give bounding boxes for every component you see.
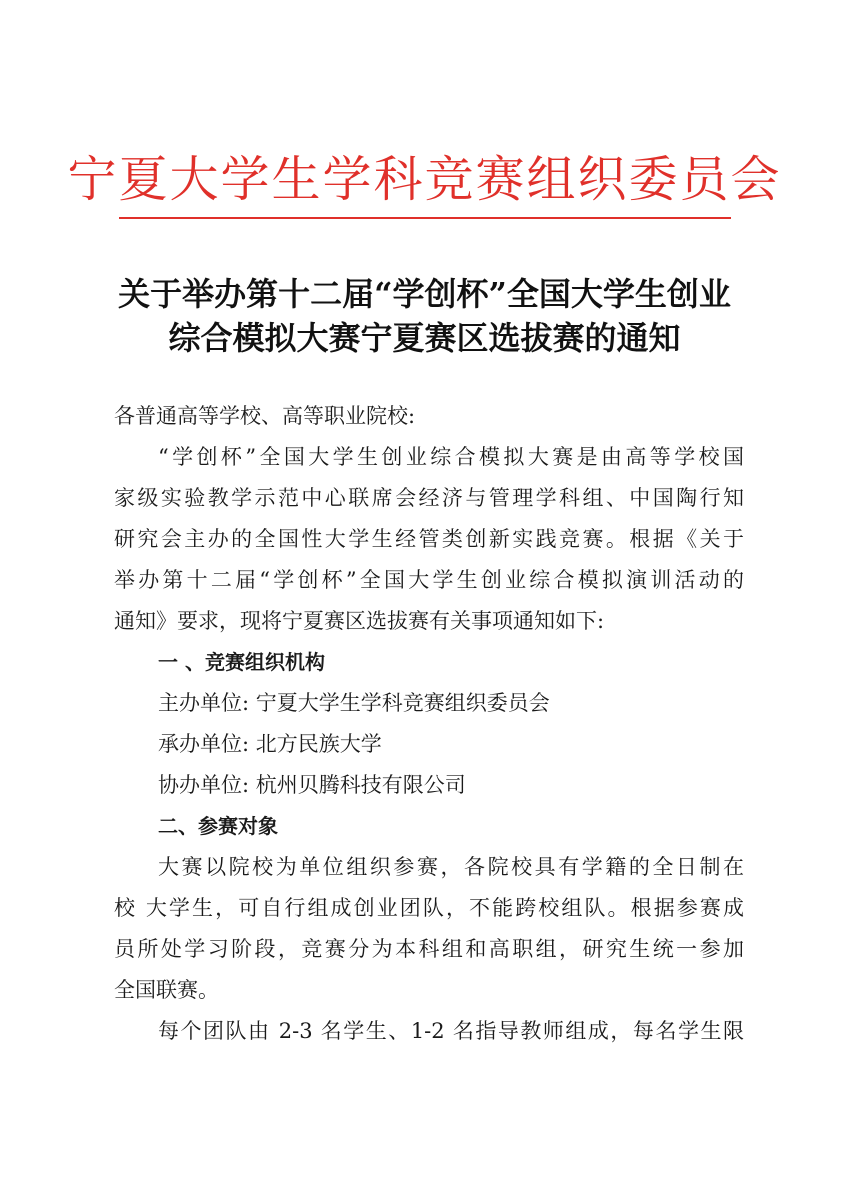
organizer-item: 承办单位: 北方民族大学 [158,732,382,756]
section-heading-participants: 二、参赛对象 [158,814,278,838]
paragraph-line: 大赛以院校为单位组织参赛，各院校具有学籍的全日制在 [158,855,744,879]
section-heading-organization: 一 、竞赛组织机构 [158,650,325,674]
paragraph-line: 通知》要求，现将宁夏赛区选拔赛有关事项通知如下: [114,609,605,633]
paragraph-line: “学创杯”全国大学生创业综合模拟大赛是由高等学校国 [158,445,744,469]
organizer-item: 协办单位: 杭州贝腾科技有限公司 [158,773,466,797]
organizer-item: 主办单位: 宁夏大学生学科竞赛组织委员会 [158,691,550,715]
notice-title-line-1: 关于举办第十二届“学创杯”全国大学生创业 [118,275,731,313]
paragraph-line: 举办第十二届“学创杯”全国大学生创业综合模拟演训活动的 [114,568,744,592]
paragraph-line: 研究会主办的全国性大学生经管类创新实践竞赛。根据《关于 [114,527,744,551]
paragraph-line: 全国联赛。 [114,978,219,1002]
notice-title [0,272,849,360]
salutation: 各普通高等学校、高等职业院校: [114,404,416,428]
header-red-rule [119,217,731,219]
issuing-organization-title: 宁夏大学生学科竞赛组织委员会 [67,151,782,208]
notice-body [114,396,744,1052]
paragraph-line: 员所处学习阶段，竞赛分为本科组和高职组，研究生统一参加 [114,937,744,961]
paragraph-line: 校 大学生，可自行组成创业团队，不能跨校组队。根据参赛成 [114,896,744,920]
paragraph-line: 家级实验教学示范中心联席会经济与管理学科组、中国陶行知 [114,486,744,510]
paragraph-line: 每个团队由 2-3 名学生、1-2 名指导教师组成，每名学生限 [158,1019,744,1043]
notice-title-line-2: 综合模拟大赛宁夏赛区选拔赛的通知 [168,319,681,357]
